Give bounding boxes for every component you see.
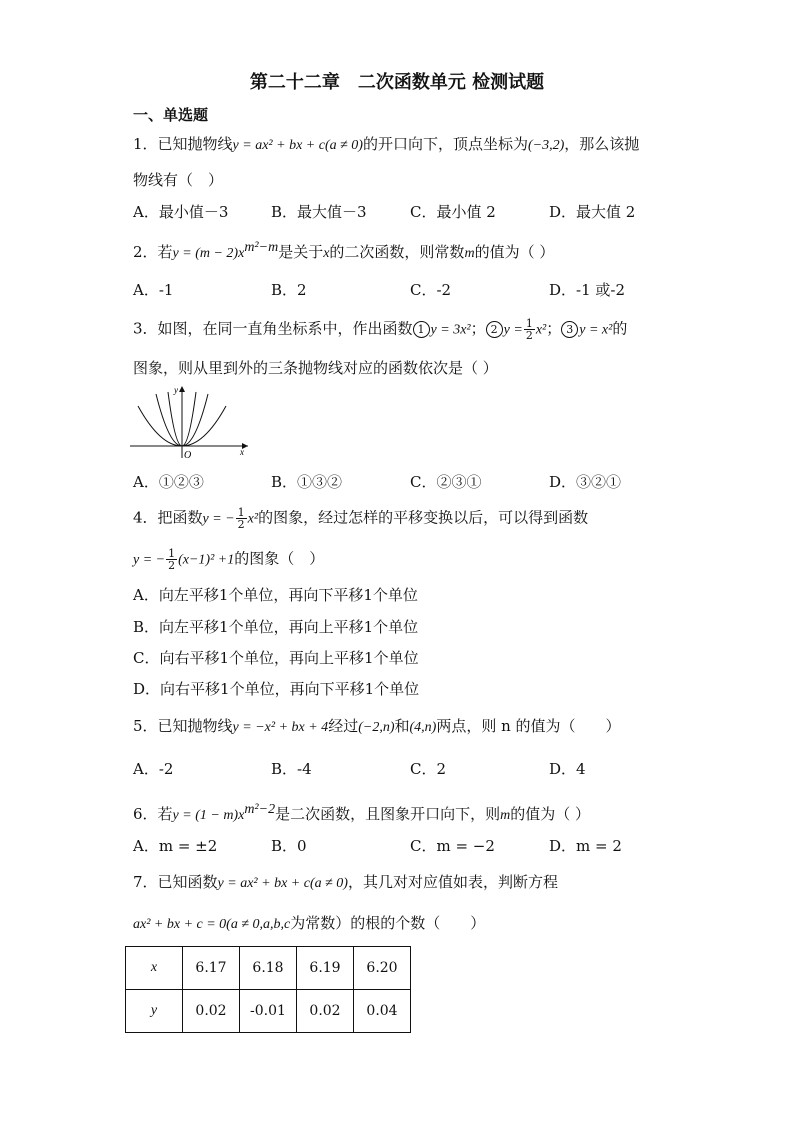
q3-frac-den: 2 bbox=[525, 329, 533, 342]
q4-frac2-den: 2 bbox=[168, 559, 176, 572]
q7-text-2: ，其几对对应值如表，判断方程 bbox=[347, 873, 558, 891]
q3-formula-2b: x² bbox=[535, 322, 547, 338]
parabola-graph bbox=[128, 382, 252, 460]
question-4 bbox=[133, 507, 588, 530]
q4-frac1-num: 1 bbox=[237, 506, 245, 519]
q2-var-m: m bbox=[464, 246, 475, 261]
q5-text-2: 经过 bbox=[328, 717, 359, 735]
table-cell: 6.19 bbox=[297, 947, 354, 990]
q5-point-2: (4,n) bbox=[409, 720, 437, 735]
table-cell: 0.04 bbox=[354, 990, 411, 1033]
q5-text-4: 两点，则 n 的值为（ ） bbox=[436, 717, 621, 735]
q2-formula: y = (m − 2)x bbox=[172, 246, 245, 261]
q6-var-m: m bbox=[500, 808, 511, 823]
q6-text-3: 的值为（ ） bbox=[510, 805, 590, 823]
table-cell: 6.17 bbox=[183, 947, 240, 990]
q3-option-b[interactable]: B．①③② bbox=[271, 473, 343, 491]
q5-point-1: (−2,n) bbox=[358, 720, 395, 735]
q4-frac2-num: 1 bbox=[168, 547, 176, 560]
q4-option-b[interactable]: B．向左平移1个单位，再向上平移1个单位 bbox=[133, 618, 419, 636]
q7-text: 7．已知函数 bbox=[133, 873, 218, 891]
q2-exponent: m²−m bbox=[244, 240, 279, 255]
q3-formula-3: y = x² bbox=[579, 322, 613, 338]
q5-text: 5．已知抛物线 bbox=[133, 717, 233, 735]
page-title: 第二十二章 二次函数单元 检测试题 bbox=[249, 72, 545, 93]
circled-number-3: 3 bbox=[561, 321, 578, 338]
question-3-line2: 图象，则从里到外的三条抛物线对应的函数依次是（ ） bbox=[133, 359, 498, 377]
q1-option-b[interactable]: B．最大值－3 bbox=[271, 203, 367, 221]
table-cell: 6.18 bbox=[240, 947, 297, 990]
question-7-line2 bbox=[133, 913, 485, 935]
q5-option-d[interactable]: D．4 bbox=[549, 760, 586, 778]
question-6 bbox=[133, 800, 590, 826]
q6-text-2: 是二次函数，且图象开口向下，则 bbox=[275, 805, 501, 823]
q6-option-d[interactable]: D．m = 2 bbox=[549, 837, 622, 855]
question-5 bbox=[133, 716, 621, 738]
table-cell: 0.02 bbox=[183, 990, 240, 1033]
question-1-line2: 物线有（ ） bbox=[133, 171, 224, 189]
circled-number-1: 1 bbox=[413, 321, 430, 338]
q3-formula-1: y = 3x² bbox=[430, 322, 471, 338]
q2-text-2: 是关于 bbox=[278, 243, 324, 261]
q5-option-a[interactable]: A．-2 bbox=[133, 760, 174, 778]
q2-option-b[interactable]: B．2 bbox=[271, 281, 307, 299]
q3-frac-num: 1 bbox=[525, 317, 533, 330]
q4-text-2: 的图象，经过怎样的平移变换以后，可以得到函数 bbox=[258, 508, 589, 527]
q2-text: 2．若 bbox=[133, 243, 173, 261]
q4-formula-2a: y = − bbox=[133, 552, 166, 568]
section-heading: 一、单选题 bbox=[133, 106, 209, 124]
table-row bbox=[126, 990, 411, 1033]
table-cell: -0.01 bbox=[240, 990, 297, 1033]
q5-option-c[interactable]: C．2 bbox=[410, 760, 447, 778]
values-table bbox=[125, 946, 411, 1033]
q3-fraction bbox=[524, 318, 535, 341]
q6-formula: y = (1 − m)x bbox=[172, 808, 245, 823]
q4-option-a[interactable]: A．向左平移1个单位，再向下平移1个单位 bbox=[133, 586, 418, 604]
q3-text: 3．如图，在同一直角坐标系中，作出函数 bbox=[133, 319, 413, 338]
q3-option-d[interactable]: D．③②① bbox=[549, 473, 622, 491]
q4-fraction-2 bbox=[166, 548, 177, 571]
q2-var-x: x bbox=[323, 246, 330, 261]
q3-sep-1: ； bbox=[470, 319, 486, 338]
circled-number-2: 2 bbox=[486, 321, 503, 338]
question-1 bbox=[133, 134, 639, 156]
question-4-line2 bbox=[133, 548, 324, 571]
q3-formula-2a: y = bbox=[503, 322, 523, 338]
table-cell: 6.20 bbox=[354, 947, 411, 990]
q4-fraction-1 bbox=[236, 507, 247, 530]
q1-text: 1．已知抛物线 bbox=[133, 135, 233, 153]
question-3 bbox=[133, 318, 627, 341]
q5-formula: y = −x² + bx + 4 bbox=[232, 720, 329, 735]
q5-text-3: 和 bbox=[394, 717, 410, 735]
q1-vertex: (−3,2) bbox=[527, 138, 565, 153]
q1-option-d[interactable]: D．最大值 2 bbox=[549, 203, 636, 221]
q4-frac1-den: 2 bbox=[237, 518, 245, 531]
q1-option-c[interactable]: C．最小值 2 bbox=[410, 203, 496, 221]
q4-option-d[interactable]: D．向右平移1个单位，再向下平移1个单位 bbox=[133, 680, 420, 698]
graph-origin-label: O bbox=[184, 450, 192, 460]
graph-x-label: x bbox=[240, 447, 244, 457]
q4-formula-1a: y = − bbox=[202, 511, 235, 527]
q3-text-2: 的 bbox=[612, 319, 628, 338]
q4-option-c[interactable]: C．向右平移1个单位，再向上平移1个单位 bbox=[133, 649, 419, 667]
q2-text-4: 的值为（ ） bbox=[474, 243, 555, 261]
q4-text: 4．把函数 bbox=[133, 508, 203, 527]
q6-text: 6．若 bbox=[133, 805, 173, 823]
q2-option-a[interactable]: A．-1 bbox=[133, 281, 174, 299]
q1-text-2: 的开口向下，顶点坐标为 bbox=[362, 135, 528, 153]
q6-option-c[interactable]: C．m = −2 bbox=[410, 837, 495, 855]
q3-option-c[interactable]: C．②③① bbox=[410, 473, 482, 491]
q4-formula-1b: x² bbox=[247, 511, 259, 527]
y-axis-arrow bbox=[179, 386, 185, 392]
question-7 bbox=[133, 872, 558, 894]
table-row bbox=[126, 947, 411, 990]
q5-option-b[interactable]: B．-4 bbox=[271, 760, 312, 778]
table-cell: y bbox=[126, 990, 183, 1033]
q6-exponent: m²−2 bbox=[244, 802, 276, 817]
q1-option-a[interactable]: A．最小值－3 bbox=[133, 203, 229, 221]
q6-option-a[interactable]: A．m = ±2 bbox=[133, 837, 218, 855]
q7-formula: y = ax² + bx + c(a ≠ 0) bbox=[217, 876, 348, 891]
q2-text-3: 的二次函数，则常数 bbox=[329, 243, 465, 261]
q4-formula-2b: (x−1)² +1 bbox=[178, 552, 235, 568]
q7-equation: ax² + bx + c = 0(a ≠ 0,a,b,c bbox=[133, 917, 291, 932]
q4-text-3: 的图象（ ） bbox=[234, 549, 325, 568]
table-cell: 0.02 bbox=[297, 990, 354, 1033]
table-cell: x bbox=[126, 947, 183, 990]
q2-option-c[interactable]: C．-2 bbox=[410, 281, 452, 299]
q3-option-a[interactable]: A．①②③ bbox=[133, 473, 204, 491]
q6-option-b[interactable]: B．0 bbox=[271, 837, 307, 855]
q7-text-3: 为常数）的根的个数（ ） bbox=[290, 914, 486, 932]
q2-option-d[interactable]: D．-1 或-2 bbox=[549, 281, 626, 299]
q1-formula: y = ax² + bx + c(a ≠ 0) bbox=[232, 138, 363, 153]
question-2 bbox=[133, 238, 554, 264]
q3-sep-2: ； bbox=[546, 319, 562, 338]
graph-y-label: y bbox=[174, 385, 178, 395]
q1-text-3: ，那么该抛 bbox=[564, 135, 640, 153]
